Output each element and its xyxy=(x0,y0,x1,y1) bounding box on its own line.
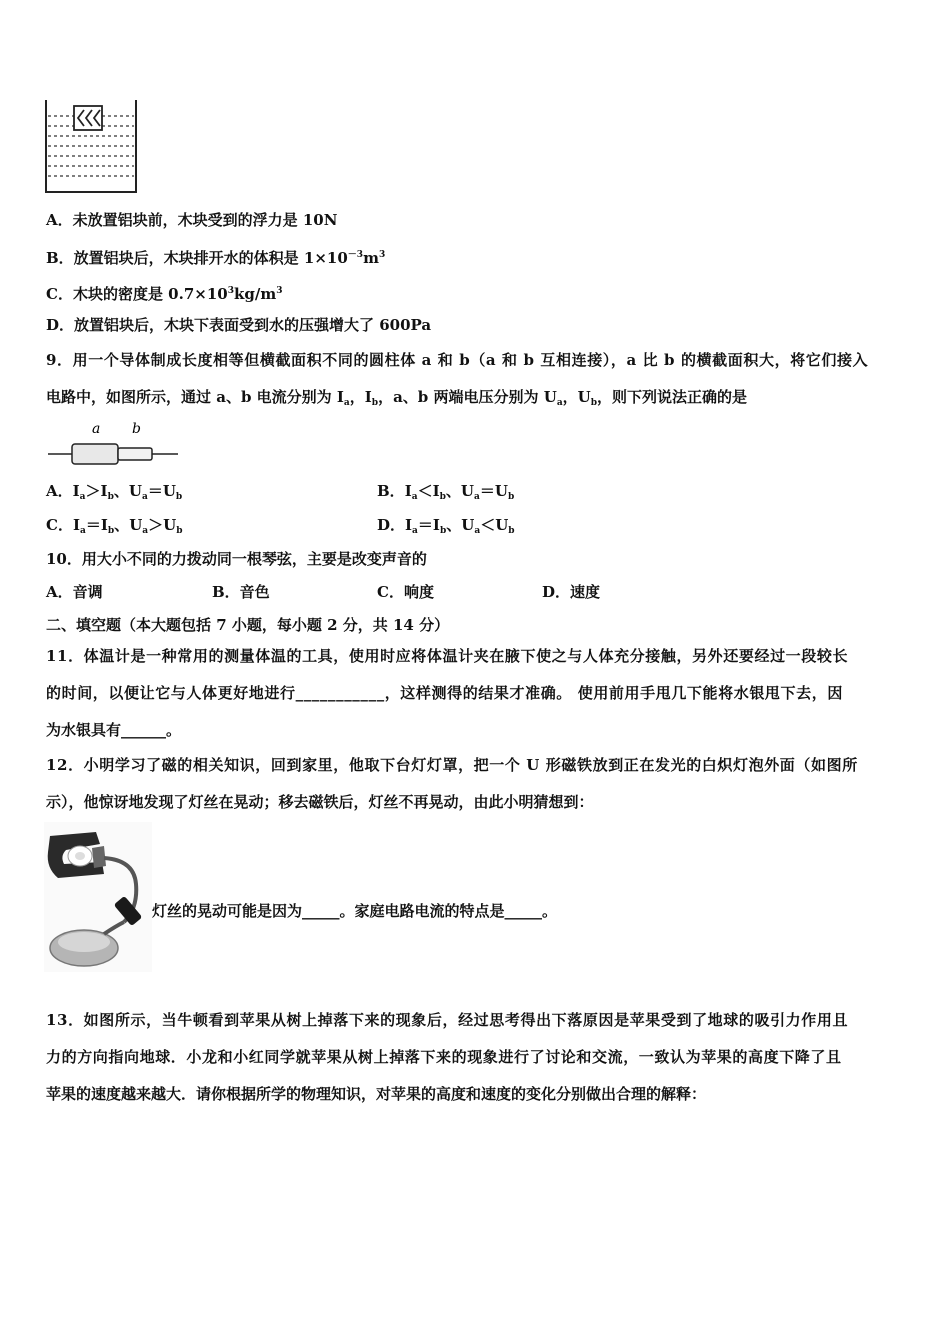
q9-sub-b: b xyxy=(371,398,379,408)
opt-sep: 、 xyxy=(113,482,129,500)
q8-option-b-unit: m xyxy=(363,249,379,267)
opt-sub: a xyxy=(79,492,86,502)
opt-rel: ＞ xyxy=(148,516,164,534)
q13-line3: 苹果的速度越来越大．请你根据所学的物理知识，对苹果的高度和速度的变化分别做出合理的解释： xyxy=(46,1085,707,1103)
opt-sub: b xyxy=(107,492,114,502)
q12-line2: 示），他惊讶地发现了灯丝在晃动；移去磁铁后，灯丝不再晃动，由此小明猜想到： xyxy=(46,793,594,811)
q12-line1: 12．小明学习了磁的相关知识，回到家里，他取下台灯灯罩，把一个 U 形磁铁放到正在发光的白炽灯泡外面（如图所 xyxy=(46,756,858,774)
q9-option-a xyxy=(46,481,182,507)
opt-sub: a xyxy=(79,526,86,536)
opt-i: I xyxy=(432,516,440,534)
opt-sub: b xyxy=(107,526,115,536)
opt-i: I xyxy=(404,482,412,500)
q8-option-b-exp: －3 xyxy=(347,250,364,260)
opt-sub: b xyxy=(439,492,446,502)
opt-sub: a xyxy=(142,526,149,536)
q8-option-c-unit-exp: 3 xyxy=(276,286,283,296)
fig-label-a: a xyxy=(92,421,101,437)
opt-u: U xyxy=(163,516,177,534)
opt-u: U xyxy=(128,482,142,500)
opt-sub: a xyxy=(411,492,418,502)
opt-u: U xyxy=(461,516,475,534)
q8-option-c xyxy=(46,281,282,304)
fig-label-b: b xyxy=(132,421,141,437)
q8-option-c-text: C．木块的密度是 0.7×10 xyxy=(46,285,228,303)
q9-stem-line2 xyxy=(46,387,747,413)
q8-option-c-unit: kg/m xyxy=(233,285,277,303)
q11-line1: 11．体温计是一种常用的测量体温的工具，使用时应将体温计夹在腋下使之与人体充分接触，另外还要经过一段较长 xyxy=(46,647,849,665)
opt-label: B． xyxy=(377,482,405,500)
opt-sep: 、 xyxy=(445,482,461,500)
opt-u: U xyxy=(494,482,508,500)
q11-line2: 的时间，以便让它与人体更好地进行___________，这样测得的结果才准确。 使用前用手甩几下能将水银甩下去，因 xyxy=(46,684,843,702)
opt-rel: ＝ xyxy=(147,482,163,500)
q9-option-b xyxy=(377,481,514,507)
q8-option-c-exp: 3 xyxy=(227,286,234,296)
section-2-heading: 二、填空题（本大题包括 7 小题，每小题 2 分，共 14 分） xyxy=(46,616,450,634)
opt-i: I xyxy=(405,516,413,534)
q10-option-b: B．音色 xyxy=(212,583,270,601)
q10-option-c: C．响度 xyxy=(377,583,434,601)
opt-rel: ＝ xyxy=(479,482,495,500)
q8-option-b xyxy=(46,245,385,268)
opt-rel: ＜ xyxy=(417,482,433,500)
q9-text: 电路中，如图所示，通过 a、b 电流分别为 I xyxy=(46,388,344,406)
q11-line3: 为水银具有______。 xyxy=(46,721,182,739)
opt-i: I xyxy=(432,482,440,500)
opt-u: U xyxy=(460,482,475,500)
opt-label: D． xyxy=(377,516,406,534)
q9-text: ，则下列说法正确的是 xyxy=(597,388,748,406)
opt-i: I xyxy=(72,482,80,500)
q8-option-a: A．未放置铝块前，木块受到的浮力是 10N xyxy=(46,211,338,229)
opt-u: U xyxy=(162,482,176,500)
q10-option-d: D．速度 xyxy=(542,583,601,601)
opt-i: I xyxy=(100,482,108,500)
q8-option-b-text: B．放置铝块后，木块排开水的体积是 1×10 xyxy=(46,249,348,267)
q9-option-c xyxy=(46,515,183,541)
opt-sub: b xyxy=(507,492,515,502)
q9-option-d xyxy=(377,515,515,541)
opt-label: C． xyxy=(46,516,73,534)
q13-line2: 力的方向指向地球．小龙和小红同学就苹果从树上掉落下来的现象进行了讨论和交流，一致认为苹果的高度下降了且 xyxy=(46,1048,842,1066)
opt-sub: a xyxy=(141,492,148,502)
opt-sub: b xyxy=(175,492,183,502)
q9-text: ，U xyxy=(562,388,591,406)
opt-sub: a xyxy=(474,526,481,536)
opt-rel: ＝ xyxy=(85,516,101,534)
opt-sub: a xyxy=(474,492,480,502)
opt-i: I xyxy=(100,516,108,534)
opt-label: A． xyxy=(46,482,73,500)
q12-line3: 灯丝的晃动可能是因为_____。家庭电路电流的特点是_____。 xyxy=(152,902,558,920)
q9-text: ，a、b 两端电压分别为 U xyxy=(378,388,557,406)
opt-sub: b xyxy=(176,526,183,536)
opt-u: U xyxy=(495,516,509,534)
opt-sep: 、 xyxy=(114,516,130,534)
opt-sub: a xyxy=(412,526,418,536)
q9-sub-a: a xyxy=(343,398,350,408)
q8-option-b-unit-exp: 3 xyxy=(378,250,386,260)
opt-u: U xyxy=(129,516,143,534)
q9-sub-a: a xyxy=(556,398,563,408)
opt-rel: ＝ xyxy=(417,516,433,534)
q9-text: ，I xyxy=(349,388,372,406)
opt-sub: b xyxy=(508,526,515,536)
q10-option-a: A．音调 xyxy=(46,583,103,601)
water-container-figure xyxy=(44,98,140,196)
q13-line1: 13．如图所示，当牛顿看到苹果从树上掉落下来的现象后，经过思考得出下落原因是苹果受到了地球的吸引力作用且 xyxy=(46,1011,849,1029)
q9-sub-b: b xyxy=(590,398,598,408)
conductor-ab-figure xyxy=(48,418,180,468)
q8-option-d: D．放置铝块后，木块下表面受到水的压强增大了 600Pa xyxy=(46,316,432,334)
q10-stem: 10．用大小不同的力拨动同一根琴弦，主要是改变声音的 xyxy=(46,550,427,568)
opt-rel: ＞ xyxy=(85,482,101,500)
opt-i: I xyxy=(72,516,80,534)
opt-sep: 、 xyxy=(446,516,462,534)
opt-rel: ＜ xyxy=(480,516,496,534)
opt-sub: b xyxy=(439,526,447,536)
lamp-magnet-figure xyxy=(44,822,152,972)
q9-stem-line1: 9．用一个导体制成长度相等但横截面积不同的圆柱体 a 和 b（a 和 b 互相连接），a 比 b 的横截面积大，将它们接入 xyxy=(46,351,869,369)
